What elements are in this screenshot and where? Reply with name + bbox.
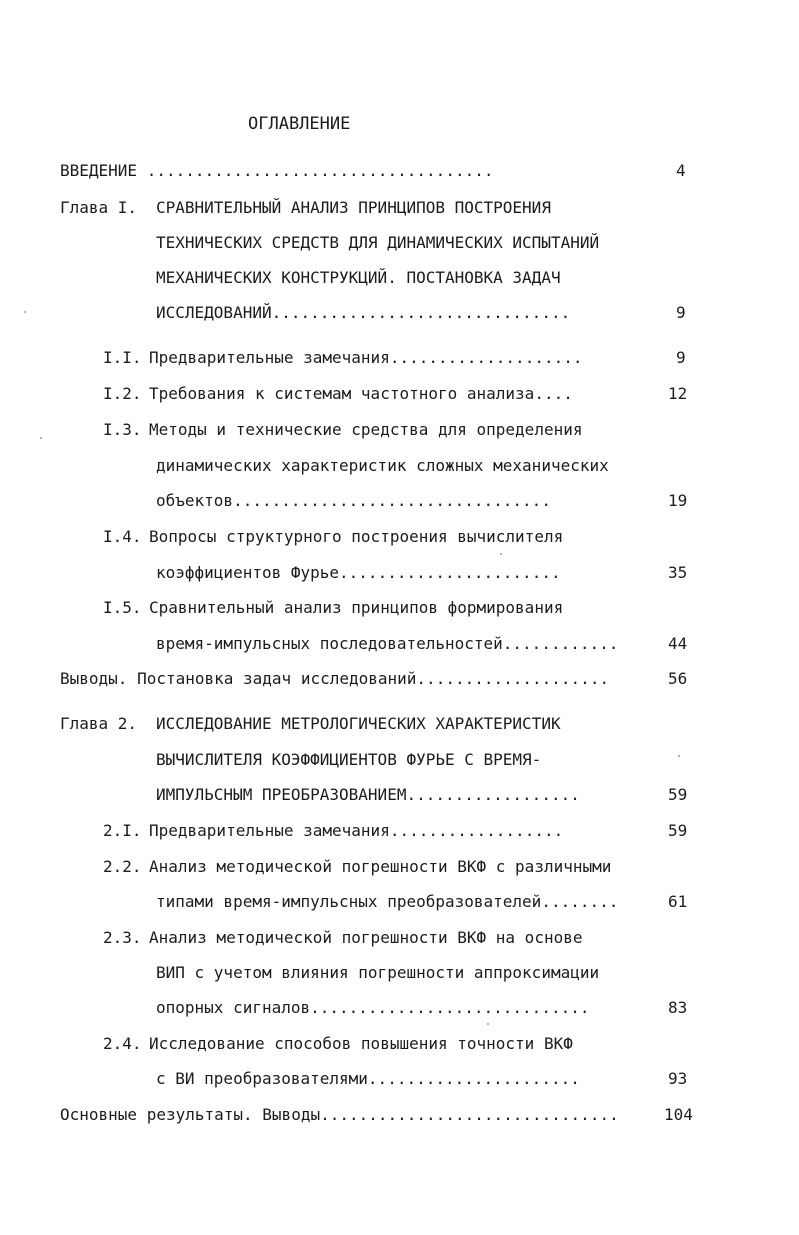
toc-entry-text: объектов [156, 491, 234, 510]
toc-entry-text: Требования к системам частотного анализа [149, 384, 535, 403]
leader-dots: .................... [389, 348, 583, 367]
toc-page-number: 83 [668, 998, 688, 1017]
toc-section-2-4 [103, 1033, 573, 1055]
section-number: 2.I. [103, 821, 142, 840]
toc-page-number: 93 [668, 1069, 688, 1088]
toc-section-1-5 [103, 597, 563, 619]
toc-entry-text: время-импульсных последовательностей [156, 634, 503, 653]
scan-speck [678, 755, 680, 757]
toc-page-number: 4 [676, 161, 686, 180]
toc-entry-text: типами время-импульсных преобразователей [156, 892, 542, 911]
toc-entry-text: опорных сигналов [156, 998, 311, 1017]
toc-chapter-1-line-4 [156, 302, 570, 324]
toc-section-2-3-line-2: ВИП с учетом влияния погрешности аппроксимации [156, 963, 600, 982]
toc-entry-intro [60, 160, 493, 182]
chapter-number: Глава I. [60, 198, 138, 217]
toc-chapter-2-line-2: ВЫЧИСЛИТЕЛЯ КОЭФФИЦИЕНТОВ ФУРЬЕ С ВРЕМЯ- [156, 750, 542, 769]
toc-page-number: 35 [668, 563, 688, 582]
leader-dots: ............................. [310, 998, 590, 1017]
toc-page-number: 9 [676, 348, 686, 367]
toc-chapter-1-line-1: СРАВНИТЕЛЬНЫЙ АНАЛИЗ ПРИНЦИПОВ ПОСТРОЕНИЯ [156, 198, 551, 217]
toc-page-number: 61 [668, 892, 688, 911]
section-number: I.3. [103, 420, 142, 439]
toc-entry-text: Сравнительный анализ принципов формирования [149, 598, 564, 617]
toc-chapter-1 [60, 197, 137, 219]
toc-section-1-4-line-2 [156, 562, 561, 584]
toc-section-1-3 [103, 419, 582, 441]
toc-section-1-4 [103, 526, 563, 548]
toc-page-number: 12 [668, 384, 688, 403]
leader-dots: ............................... [271, 303, 571, 322]
scan-speck [500, 553, 502, 555]
toc-page-number: 56 [668, 669, 688, 688]
toc-entry-text: ИМПУЛЬСНЫМ ПРЕОБРАЗОВАНИЕМ [156, 785, 407, 804]
leader-dots: .................. [406, 785, 580, 804]
toc-section-1-5-line-2 [156, 633, 618, 655]
toc-section-2-1 [103, 820, 563, 842]
toc-entry-text: Предварительные замечания [149, 348, 390, 367]
section-number: I.4. [103, 527, 142, 546]
toc-page-number: 9 [676, 303, 686, 322]
toc-section-1-2 [103, 383, 573, 405]
toc-section-2-3 [103, 927, 582, 949]
toc-entry-text: коэффициентов Фурье [156, 563, 340, 582]
section-number: 2.4. [103, 1034, 142, 1053]
toc-entry-text: Вопросы структурного построения вычислителя [149, 527, 564, 546]
toc-page-number: 104 [664, 1105, 693, 1124]
toc-section-2-2-line-2 [156, 891, 618, 913]
leader-dots: ........ [541, 892, 619, 911]
leader-dots: ................................. [233, 491, 551, 510]
toc-chapter-2-line-3 [156, 784, 580, 806]
toc-section-1-1 [103, 347, 582, 369]
toc-section-2-3-line-3 [156, 997, 589, 1019]
toc-entry-text: ВВЕДЕНИЕ [60, 161, 138, 180]
toc-entry-text: Исследование способов повышения точности ВКФ [149, 1034, 573, 1053]
toc-entry-text: Предварительные замечания [149, 821, 390, 840]
toc-page-number: 19 [668, 491, 688, 510]
toc-page-number: 44 [668, 634, 688, 653]
toc-entry-final [60, 1104, 619, 1126]
leader-dots: .... [534, 384, 573, 403]
toc-section-2-2 [103, 856, 611, 878]
chapter-number: Глава 2. [60, 714, 138, 733]
toc-chapter-1-line-3: МЕХАНИЧЕСКИХ КОНСТРУКЦИЙ. ПОСТАНОВКА ЗАДАЧ [156, 268, 561, 287]
leader-dots: ............................... [320, 1105, 619, 1124]
scan-speck [40, 437, 42, 439]
section-number: I.I. [103, 348, 142, 367]
toc-entry-text: Методы и технические средства для определения [149, 420, 583, 439]
toc-entry-text: Анализ методической погрешности ВКФ с различными [149, 857, 612, 876]
page-title: ОГЛАВЛЕНИЕ [248, 114, 351, 134]
leader-dots: ............ [502, 634, 619, 653]
toc-section-2-4-line-2 [156, 1068, 580, 1090]
leader-dots: ....................... [339, 563, 561, 582]
toc-entry-conclusions-1 [60, 668, 609, 690]
toc-chapter-2-line-1: ИССЛЕДОВАНИЕ МЕТРОЛОГИЧЕСКИХ ХАРАКТЕРИСТИК [156, 714, 561, 733]
toc-page-number: 59 [668, 785, 688, 804]
section-number: 2.2. [103, 857, 142, 876]
leader-dots: .................... [416, 669, 610, 688]
toc-entry-text: ИССЛЕДОВАНИЙ [156, 303, 272, 322]
leader-dots: .................. [389, 821, 564, 840]
toc-entry-text: с ВИ преобразователями [156, 1069, 368, 1088]
toc-chapter-1-line-2: ТЕХНИЧЕСКИХ СРЕДСТВ ДЛЯ ДИНАМИЧЕСКИХ ИСПЫТАНИЙ [156, 233, 600, 252]
section-number: I.2. [103, 384, 142, 403]
section-number: 2.3. [103, 928, 142, 947]
leader-dots: .................................... [137, 161, 494, 180]
toc-section-1-3-line-3 [156, 490, 551, 512]
toc-chapter-2 [60, 713, 137, 735]
section-number: I.5. [103, 598, 142, 617]
leader-dots: ...................... [367, 1069, 580, 1088]
toc-entry-text: Анализ методической погрешности ВКФ на основе [149, 928, 583, 947]
toc-page-number: 59 [668, 821, 688, 840]
scan-speck [24, 311, 26, 313]
toc-entry-text: Основные результаты. Выводы [60, 1105, 321, 1124]
toc-section-1-3-line-2: динамических характеристик сложных механических [156, 456, 609, 475]
toc-entry-text: Выводы. Постановка задач исследований [60, 669, 417, 688]
scan-speck [487, 1023, 489, 1025]
